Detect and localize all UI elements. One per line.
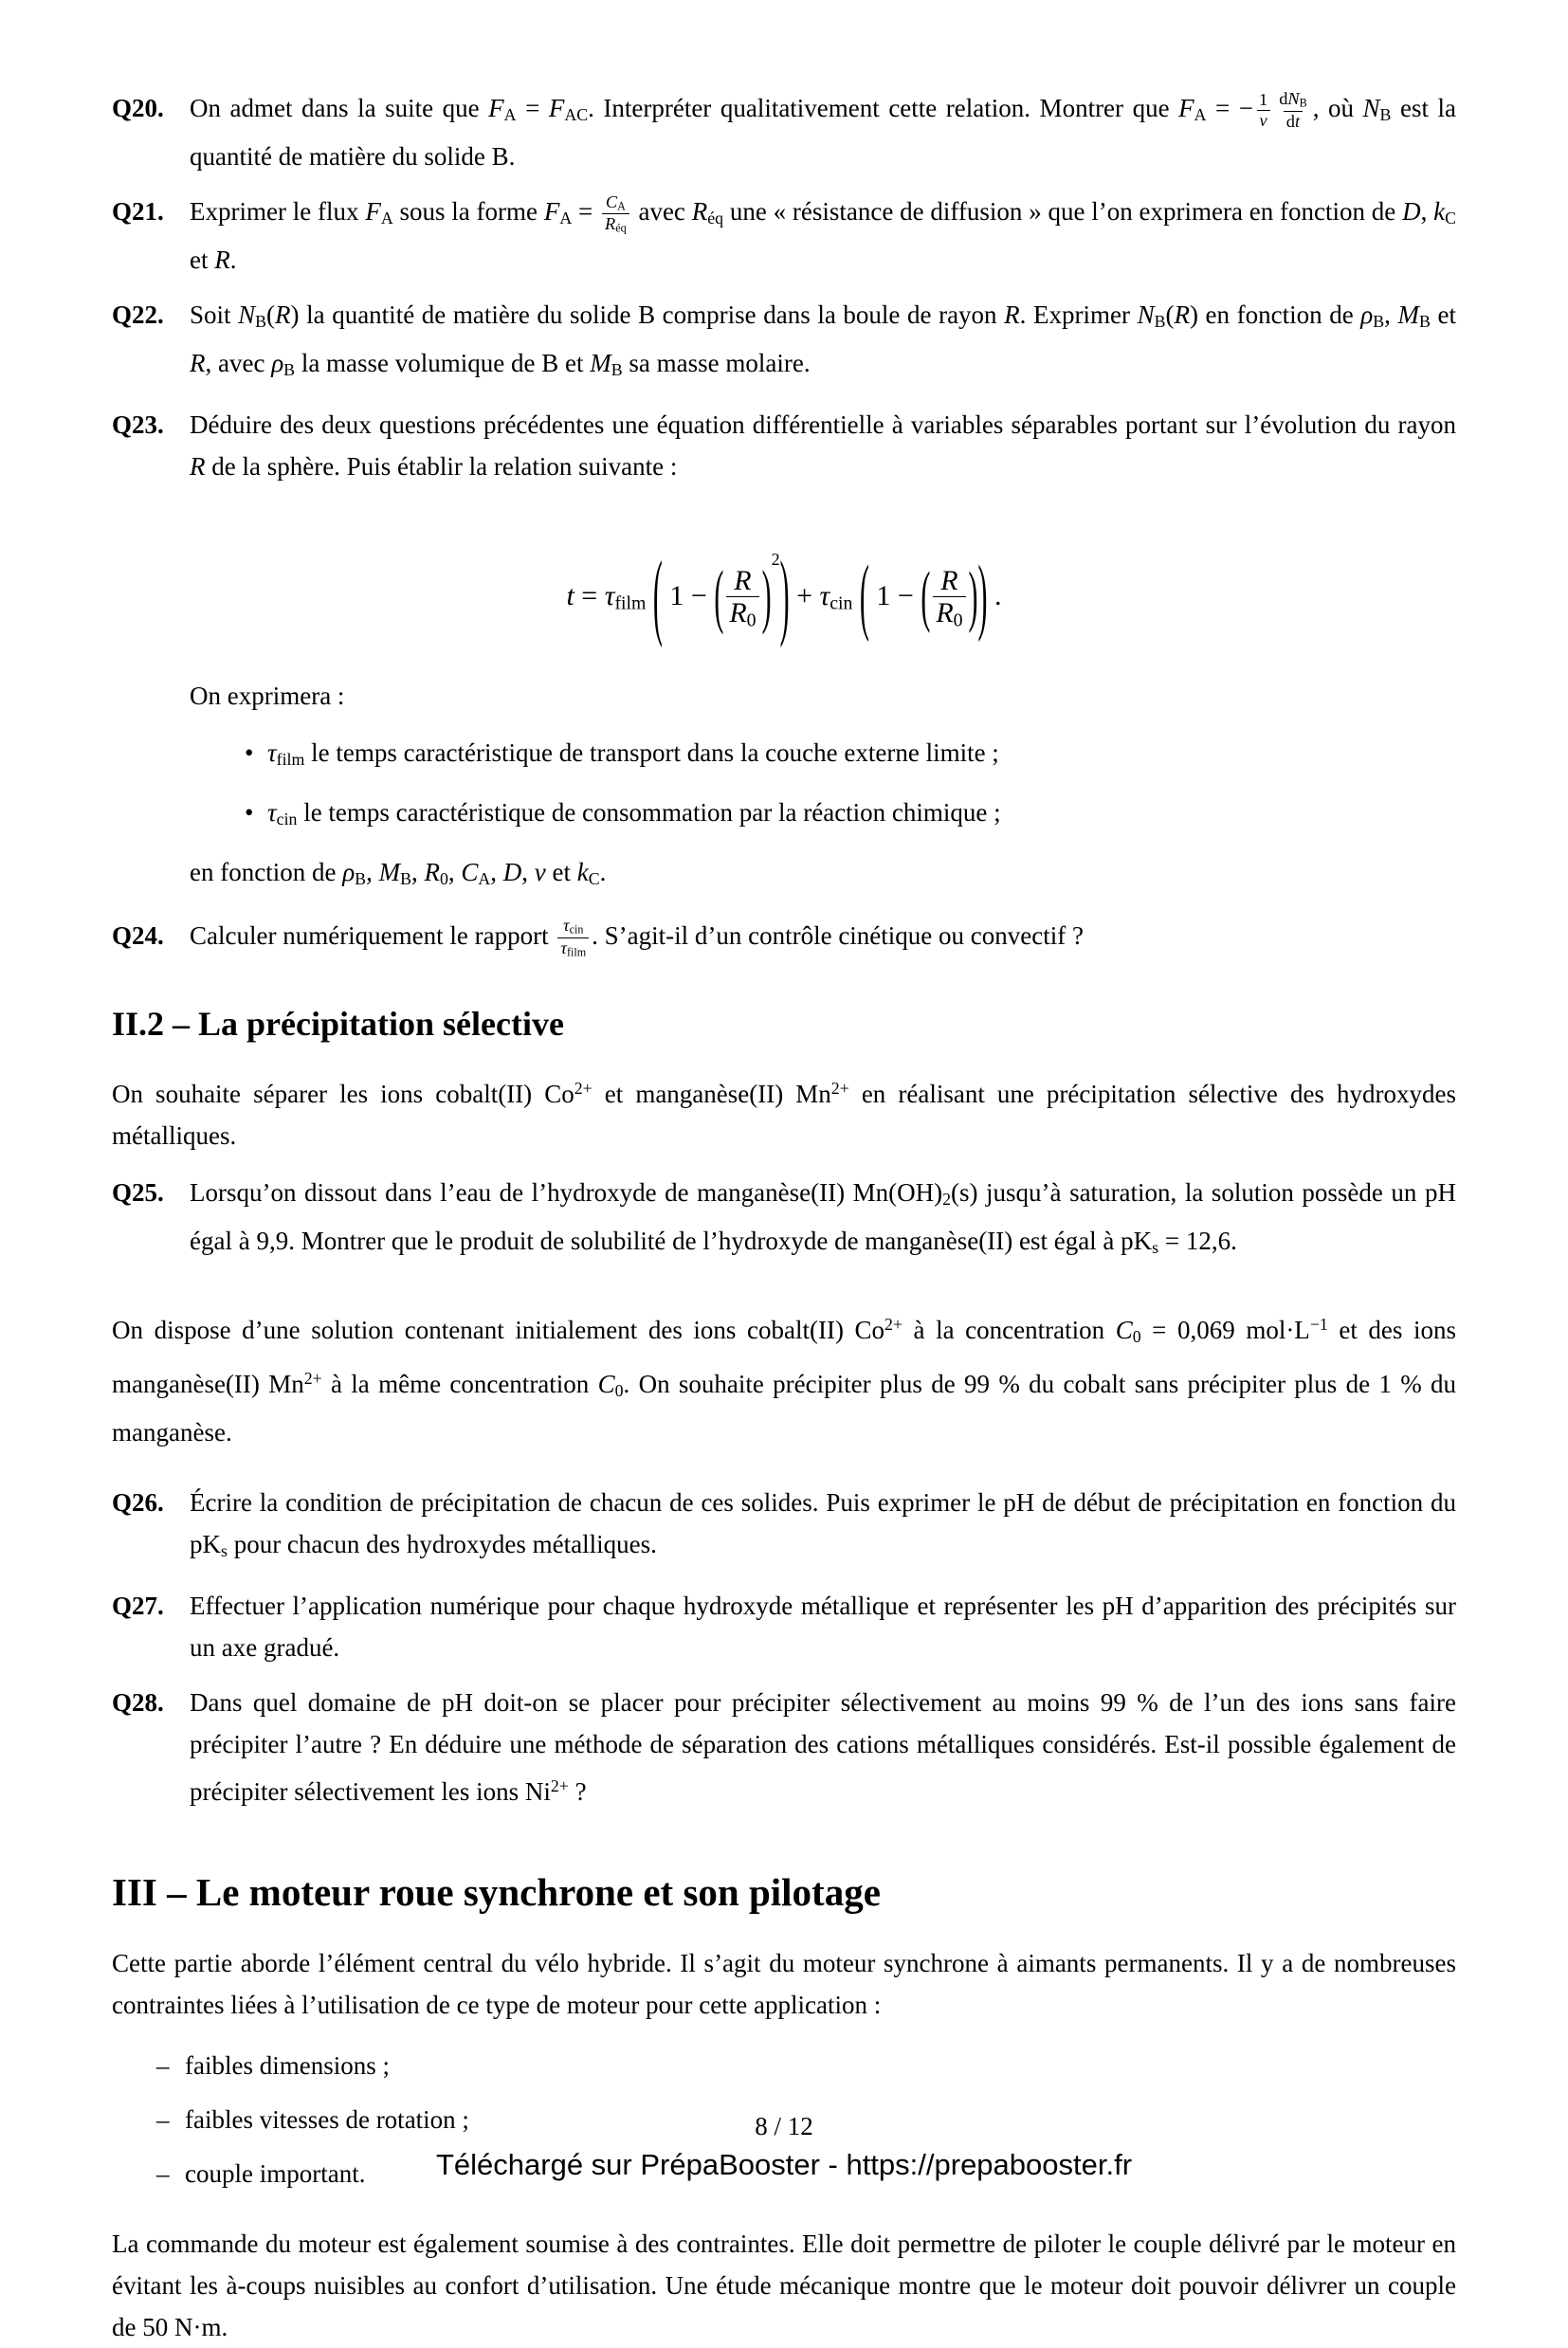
section-heading-ii2: II.2 – La précipitation sélective xyxy=(112,1004,564,1043)
bullet-icon: • xyxy=(245,737,254,767)
question-q25 xyxy=(112,1172,1456,1268)
paragraph-on-exprimera: On exprimera : xyxy=(190,681,345,710)
question-q26 xyxy=(112,1482,1456,1572)
big-paren-glyph: ( xyxy=(714,557,724,636)
big-paren-glyph: ( xyxy=(859,549,869,644)
question-q21-label: Q21. xyxy=(112,196,164,226)
fraction: CA Réq xyxy=(602,192,629,236)
paragraph-en-fonction: en fonction de ρB, MB, R0, CA, D, ν et kC. xyxy=(190,857,607,888)
dash-icon: – xyxy=(156,2051,170,2081)
download-note: Téléchargé sur PrépaBooster - https://prepabooster.fr xyxy=(435,2148,1133,2181)
question-q28 xyxy=(112,1682,1456,1812)
question-q21-text: Exprimer le flux FA sous la forme FA = CA Réq avec Réq une « résistance de diffusion » que l’on exprimera en fonction de D, kC et R. xyxy=(190,191,1457,274)
paragraph-separation: On souhaite séparer les ions cobalt(II) $Co^{2+}$ et manganèse(II) $Mn^{2+}$ en réalisant une précipitation sélective des hydroxydes métalliques. xyxy=(112,1078,1456,1150)
list-item-dimensions-text: faibles dimensions ; xyxy=(185,2051,390,2081)
page-number: 8 / 12 xyxy=(755,2112,813,2140)
list-item-couple-text: couple important. xyxy=(185,2159,366,2189)
question-q28-text: Dans quel domaine de pH doit-on se placer pour précipiter sélectivement au moins 99 % de l’un des ions sans faire précipiter l’autre ? En déduire une méthode de séparation des cations métalliques considérés. Est-il possible également de précipiter sélectivement les ions $Ni^{2+}$ ? xyxy=(190,1688,1456,1806)
question-q27-text: Effectuer l’application numérique pour chaque hydroxyde métallique et représenter les pH d’apparition des précipités sur un axe gradué. xyxy=(190,1592,1456,1663)
question-q20-label: Q20. xyxy=(112,94,164,122)
fraction: $\frac{R}{R0}$ xyxy=(726,565,758,631)
dash-icon: – xyxy=(156,2159,170,2189)
question-q22-label: Q22. xyxy=(112,300,164,329)
big-paren-glyph: ) xyxy=(779,542,790,650)
bullet-item-tau-cin xyxy=(245,792,1456,840)
question-q22 xyxy=(112,294,1456,391)
bullet-item-tau-cin-text: τcin le temps caractéristique de consommation par la réaction chimique ; xyxy=(267,797,1001,828)
bullet-icon: • xyxy=(245,797,254,827)
question-q26-text: Écrire la condition de précipitation de chacun de ces solides. Puis exprimer le pH de début de précipitation en fonction du pKs pour chacun des hydroxydes métalliques. xyxy=(190,1488,1456,1561)
big-paren-glyph: ) xyxy=(968,558,978,635)
question-q27-label: Q27. xyxy=(112,1592,164,1621)
question-q23-label: Q23. xyxy=(112,410,164,439)
question-q22-text: Soit NB(R) la quantité de matière du solide B comprise dans la boule de rayon R. Exprimer NB(R) en fonction de ρB, MB et R, avec ρB la masse volumique de B et MB sa masse molaire. xyxy=(190,300,1456,379)
big-paren-glyph: ( xyxy=(652,542,663,650)
question-q26-label: Q26. xyxy=(112,1488,164,1518)
fraction: dNB dt xyxy=(1279,89,1307,132)
paragraph-commande: La commande du moteur est également soumise à des contraintes. Elle doit permettre de piloter le couple délivré par le moteur en évitant les à-coups nuisibles au confort d’utilisation. Une étude mécanique montre que le moteur doit pouvoir délivrer un couple de 50 N·m. xyxy=(112,2230,1456,2342)
question-q20 xyxy=(112,87,1456,177)
paragraph-moteur: Cette partie aborde l’élément central du vélo hybride. Il s’agit du moteur synchrone à aimants permanents. Il y a de nombreuses contraintes liées à l’utilisation de ce type de moteur pour cette application : xyxy=(112,1949,1456,2020)
big-paren-glyph: ( xyxy=(921,558,931,635)
list-item-dimensions xyxy=(156,2045,1456,2086)
equation-q23: t = τfilm ( 1 − ( $\frac{R}{R0}$ )$^2$) + τcin ( 1 − ( $\frac{R}{R0}$ )) . xyxy=(112,501,1456,662)
fraction: τcin τfilm xyxy=(557,916,589,959)
big-paren-glyph: ) xyxy=(761,557,772,636)
question-q25-text: Lorsqu’on dissout dans l’eau de l’hydroxyde de manganèse(II) Mn(OH)2(s) jusqu’à saturation, la solution possède un pH égal à 9,9. Montrer que le produit de solubilité de l’hydroxyde de manganèse(II) est égal à pKs = 12,6. xyxy=(190,1177,1456,1257)
dash-icon: – xyxy=(156,2105,170,2135)
big-paren-glyph: ) xyxy=(977,549,988,644)
question-q28-label: Q28. xyxy=(112,1688,164,1718)
question-q24 xyxy=(112,915,1456,960)
fraction: $\frac{1}{\nu}$ xyxy=(1256,90,1270,131)
question-q23-text: Déduire des deux questions précédentes une équation différentielle à variables séparables portant sur l’évolution du rayon R de la sphère. Puis établir la relation suivante : xyxy=(190,410,1456,481)
question-q21 xyxy=(112,191,1456,281)
question-q24-text: Calculer numériquement le rapport τcin τfilm . S’agit-il d’un contrôle cinétique ou convectif ? xyxy=(190,916,1084,959)
paragraph-solution: On dispose d’une solution contenant initialement des ions cobalt(II) $Co^{2+}$ à la concentration C0 = 0,069 $mol\cdot L^{-1}$ et des ions manganèse(II) $Mn^{2+}$ à la même concentration C0. On souhaite précipiter plus de 99 % du cobalt sans précipiter plus de 1 % du manganèse. xyxy=(112,1315,1457,1447)
fraction: $\frac{R}{R0}$ xyxy=(933,565,965,631)
question-q20-text: On admet dans la suite que FA = FAC. Interpréter qualitativement cette relation. Montrer que FA = − $\frac{1}{\nu}$ dNB dt , où NB est la quantité de matière du solide B. xyxy=(190,89,1456,171)
section-heading-iii: III – Le moteur roue synchrone et son pilotage xyxy=(112,1869,881,1914)
question-q24-label: Q24. xyxy=(112,920,164,950)
list-item-vitesses-text: faibles vitesses de rotation ; xyxy=(185,2105,469,2135)
bullet-item-tau-film xyxy=(245,732,1456,780)
question-q25-label: Q25. xyxy=(112,1177,164,1207)
bullet-item-tau-film-text: τfilm le temps caractéristique de transport dans la couche externe limite ; xyxy=(267,737,999,769)
question-q27 xyxy=(112,1585,1456,1668)
